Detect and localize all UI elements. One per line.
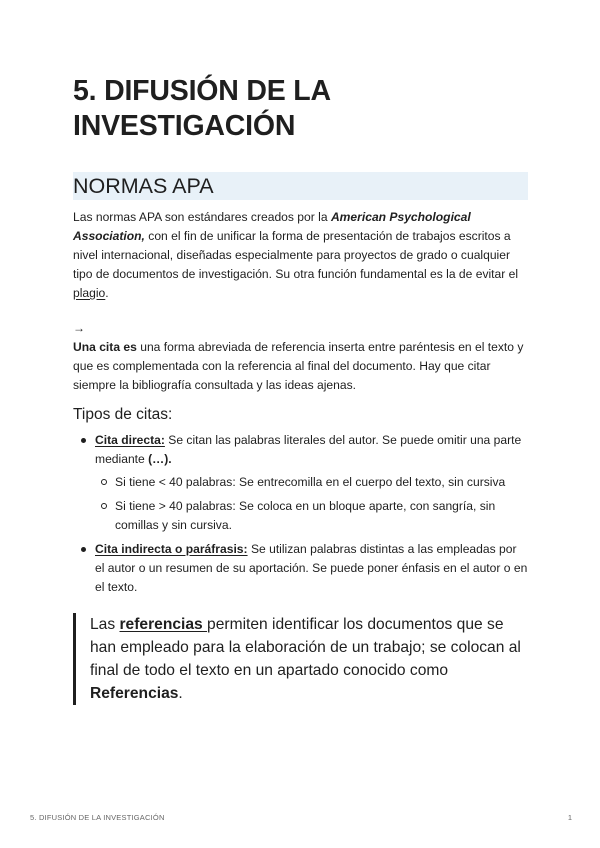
sublist-item-short: Si tiene < 40 palabras: Se entrecomilla en el cuerpo del texto, sin cursiva	[115, 473, 528, 492]
quote-bold: Referencias	[90, 685, 179, 702]
apa-org-name: American Psychological Association,	[73, 210, 471, 243]
quote-text-1: Las	[90, 616, 120, 633]
footer-title: 5. DIFUSIÓN DE LA INVESTIGACIÓN	[30, 813, 165, 822]
intro-paragraph	[73, 208, 528, 303]
cita-definition	[73, 338, 528, 395]
quote-text-3: .	[178, 685, 183, 702]
document-page	[73, 74, 528, 705]
title-line-2: INVESTIGACIÓN	[73, 110, 296, 142]
cita-directa-sublist	[95, 473, 528, 535]
title-line-1: 5. DIFUSIÓN DE LA	[73, 75, 331, 107]
quote-text-2: permiten identificar los documentos que se han empleado para la elaboración de un trabajo; se colocan al final de todo el texto en un apartado conocido como	[90, 616, 521, 679]
referencias-link[interactable]: referencias	[119, 616, 208, 633]
cita-directa-text: Se citan las palabras literales del autor. Se puede omitir una parte mediante	[95, 433, 522, 466]
cita-definition-text: una forma abreviada de referencia inserta entre paréntesis en el texto y que es complementada con la referencia al final del documento. Hay que citar siempre la bibliografía consultada y las ideas ajenas.	[73, 340, 524, 392]
section-title: NORMAS APA	[73, 172, 528, 200]
tipos-heading: Tipos de citas:	[73, 406, 173, 423]
ellipsis: (…).	[148, 452, 172, 466]
cita-definition-bold: Una cita es	[73, 340, 137, 354]
page-number: 1	[567, 813, 572, 822]
references-quote	[73, 613, 528, 705]
cita-indirecta-label: Cita indirecta o paráfrasis:	[95, 542, 248, 556]
intro-text-3: .	[105, 286, 109, 300]
list-item-cita-directa	[95, 431, 528, 535]
page-title	[73, 74, 528, 144]
citation-types-list	[73, 431, 528, 597]
intro-text-2: con el fin de unificar la forma de presentación de trabajos escritos a nivel internacional, diseñadas especialmente para proyectos de grado o cualquier tipo de documentos de investigación. Su otra función fundamental es la de evitar el	[73, 229, 519, 281]
sublist-item-long: Si tiene > 40 palabras: Se coloca en un bloque aparte, con sangría, sin comillas y sin cursiva.	[115, 497, 528, 535]
cita-indirecta-text: Se utilizan palabras distintas a las empleadas por el autor o un resumen de su aportación. Se puede poner énfasis en el autor o en el texto.	[95, 542, 528, 594]
cita-directa-label: Cita directa:	[95, 433, 165, 447]
plagio-link[interactable]: plagio	[73, 286, 106, 300]
arrow-icon: →	[73, 321, 85, 335]
list-item-cita-indirecta	[95, 540, 528, 597]
intro-text-1: Las normas APA son estándares creados por la	[73, 210, 331, 224]
